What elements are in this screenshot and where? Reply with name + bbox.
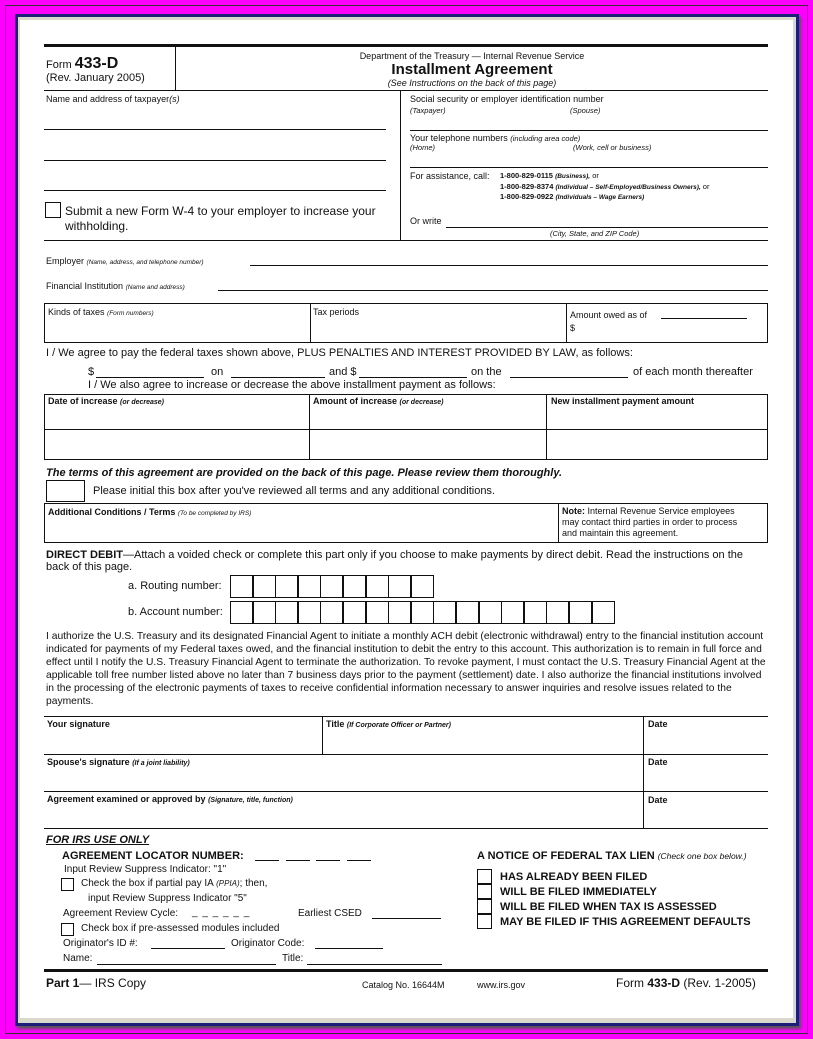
date-increase-cell[interactable] (45, 430, 309, 459)
routing-label: a. Routing number: (128, 580, 222, 592)
part-number: Part 1 (46, 976, 80, 990)
locator-blank[interactable] (316, 860, 340, 861)
agreement-statement: I / We agree to pay the federal taxes shown above, PLUS PENALTIES AND INTEREST PROVIDED BY LAW, as follows: (46, 347, 633, 359)
financial-label (46, 281, 185, 291)
address-line-1[interactable] (44, 129, 386, 130)
w4-label-2: withholding. (65, 219, 129, 233)
examined-field[interactable] (45, 805, 642, 827)
divider (400, 90, 401, 240)
phone-self-employed (500, 182, 709, 193)
employer-label (46, 256, 204, 266)
additional-conditions-label (48, 507, 251, 517)
locator-label: AGREEMENT LOCATOR NUMBER: (62, 850, 244, 862)
digit-box[interactable] (298, 601, 321, 624)
amount-owed-dollar: $ (570, 323, 576, 333)
city-note: (City, State, and ZIP Code) (550, 229, 640, 238)
amount-owed-label: Amount owed as of (570, 310, 648, 320)
label-text: Your telephone numbers (410, 133, 508, 143)
day-of-month-line[interactable] (510, 377, 628, 378)
digit-box[interactable] (546, 601, 569, 624)
new-amount-header: New installment payment amount (551, 396, 695, 406)
label-note: (To be completed by IRS) (177, 510, 252, 517)
label-note: (or decrease) (120, 399, 165, 406)
lien-option-label: MAY BE FILED IF THIS AGREEMENT DEFAULTS (500, 916, 751, 928)
form-id (46, 55, 118, 73)
label-note: (Signature, title, function) (208, 797, 293, 804)
spouse-label: (Spouse) (570, 106, 601, 115)
initial-box[interactable] (46, 480, 85, 502)
irs-title-label: Title: (282, 953, 304, 964)
lien-option-label: HAS ALREADY BEEN FILED (500, 871, 648, 883)
note-label: Note: (562, 506, 585, 516)
digit-box[interactable] (253, 601, 276, 624)
digit-box[interactable] (524, 601, 547, 624)
originator-code-label: Originator Code: (231, 938, 305, 949)
csed-line[interactable] (372, 918, 441, 919)
name-label: Name: (63, 953, 93, 964)
direct-debit-text (46, 549, 743, 561)
home-label: (Home) (410, 143, 436, 152)
label-suffix: (s) (169, 94, 180, 104)
amount-increase-header (313, 396, 444, 406)
label-then: ; then, (239, 878, 268, 889)
work-label: (Work, cell or business) (573, 143, 652, 152)
instructions-note: (See Instructions on the back of this page) (387, 78, 557, 88)
label-text: Additional Conditions / Terms (48, 507, 176, 517)
agreement-also: I / We also agree to increase or decrease the above installment payment as follows: (88, 379, 496, 391)
name-address-label (46, 94, 180, 104)
date-increase-header (48, 396, 164, 406)
financial-line[interactable] (218, 290, 768, 291)
initial-payment-line[interactable] (96, 377, 204, 378)
review-cycle-label: Agreement Review Cycle: (63, 908, 179, 919)
amount-increase-cell[interactable] (310, 430, 546, 459)
phone-line[interactable] (410, 167, 768, 168)
suppress-5-text: input Review Suppress Indicator "5" (88, 893, 247, 904)
label-text: Date of increase (48, 396, 118, 406)
phone-business (500, 171, 709, 182)
phone-label (410, 133, 580, 143)
locator-blank[interactable] (347, 860, 371, 861)
lien-checkbox[interactable] (477, 899, 492, 914)
label-note: (If a joint liability) (132, 760, 190, 767)
ach-authorization-text: I authorize the U.S. Treasury and its designated Financial Agent to initiate a monthly ACH debit (electronic withdrawal) entry to the financial institution account indicated for payments of my Federal taxes owed, and the financial institution to debit the entry to this account. This authorization is to remain in full force and effect until I notify the U.S. Treasury Financial Agent to terminate the authorization. To revoke payment, I must contact the U.S. Treasury Financial Agent at the applicable toll free number listed above no later than 7 business days prior to the payment (settlement) date. I also authorize the financial institutions involved in the processing of the electronic payments of taxes to receive confidential information necessary to answer inquiries and resolve issues related to the payments. (46, 631, 766, 707)
rule (44, 716, 768, 717)
digit-box[interactable] (456, 601, 479, 624)
phone-desc: (Individual – Self-Employed/Business Owners), (555, 183, 701, 191)
form-prefix: Form (46, 59, 72, 71)
digit-box[interactable] (253, 575, 276, 598)
note-line: and maintain this agreement. (562, 528, 679, 538)
originator-code-line[interactable] (315, 948, 383, 949)
digit-box[interactable] (343, 575, 366, 598)
w4-checkbox[interactable] (45, 202, 61, 218)
review-cycle-blanks[interactable]: _ _ _ _ _ _ (192, 907, 251, 918)
terms-notice: The terms of this agreement are provided on the back of this page. Please review them thoroughly. (46, 467, 563, 479)
digit-box[interactable] (230, 575, 253, 598)
address-line-3[interactable] (44, 190, 386, 191)
label-text: Financial Institution (46, 281, 124, 291)
form-prefix: Form (616, 976, 644, 990)
lien-option-label: WILL BE FILED WHEN TAX IS ASSESSED (500, 901, 717, 913)
digit-box[interactable] (230, 601, 253, 624)
originator-id-line[interactable] (151, 948, 225, 949)
address-line-2[interactable] (44, 160, 386, 161)
ssn-line[interactable] (410, 130, 768, 131)
label-text: Title (326, 719, 345, 729)
taxpayer-label: (Taxpayer) (410, 106, 446, 115)
kinds-of-taxes-label (48, 307, 154, 317)
digit-box[interactable] (411, 601, 434, 624)
phone-number: 1-800-829-0115 (500, 171, 553, 180)
label-text: Name and address of taxpayer (46, 94, 170, 104)
your-signature-field[interactable] (45, 730, 321, 753)
note-text: Internal Revenue Service employees (587, 506, 735, 516)
lien-checkbox[interactable] (477, 914, 492, 929)
name-line[interactable] (97, 964, 276, 965)
rule (44, 240, 768, 241)
divider (558, 503, 559, 543)
phone-desc: (Individuals – Wage Earners) (555, 194, 645, 201)
irs-use-heading: FOR IRS USE ONLY (46, 834, 150, 846)
label-note: (Name, address, and telephone number) (86, 259, 204, 266)
amount-owed-date-line[interactable] (661, 318, 747, 319)
rule (44, 828, 768, 829)
examined-label (47, 794, 293, 804)
label-note: (Name and address) (125, 284, 185, 291)
examined-date-label: Date (648, 795, 668, 805)
label-note: (Form numbers) (107, 310, 154, 317)
label-note: (PPIA) (216, 879, 240, 888)
or-text: or (592, 171, 599, 180)
irs-title-line[interactable] (307, 964, 442, 965)
csed-label: Earliest CSED (298, 908, 362, 919)
digit-box[interactable] (320, 575, 343, 598)
suppress-1-text: Input Review Suppress Indicator: "1" (64, 864, 227, 875)
phone-number: 1-800-829-8374 (500, 181, 554, 191)
label-note: (including area code) (510, 134, 581, 143)
digit-box[interactable] (388, 601, 411, 624)
label-text: Employer (46, 256, 85, 266)
your-signature-label: Your signature (47, 719, 110, 729)
divider (566, 303, 567, 343)
direct-debit-desc-2: back of this page. (46, 561, 133, 573)
assistance-phones (500, 171, 709, 203)
lien-checkbox[interactable] (477, 869, 492, 884)
note-line: may contact third parties in order to process (562, 517, 738, 527)
dollar-sign: $ (88, 366, 95, 378)
digit-box[interactable] (501, 601, 524, 624)
digit-box[interactable] (298, 575, 321, 598)
direct-debit-title: DIRECT DEBIT (46, 549, 123, 561)
digit-box[interactable] (320, 601, 343, 624)
website[interactable]: www.irs.gov (477, 980, 526, 990)
spouse-signature-label (47, 757, 190, 767)
initial-date-line[interactable] (231, 377, 325, 378)
employer-line[interactable] (250, 265, 768, 266)
form-revision: (Rev. 1-2005) (683, 976, 756, 990)
locator-blank[interactable] (255, 860, 279, 861)
digit-box[interactable] (479, 601, 502, 624)
or-write-label: Or write (410, 216, 442, 226)
top-rule (44, 44, 768, 47)
monthly-payment-line[interactable] (359, 377, 467, 378)
catalog-number: Catalog No. 16644M (362, 980, 445, 990)
note-line (562, 506, 737, 517)
phone-desc: (Business), (555, 173, 591, 180)
title-label (326, 719, 451, 729)
part-label (46, 976, 146, 990)
new-amount-cell[interactable] (547, 430, 767, 459)
w4-label: Submit a new Form W-4 to your employer to increase your (65, 204, 376, 218)
department: Department of the Treasury — Internal Revenue Service (359, 51, 585, 61)
direct-debit-desc: —Attach a voided check or complete this part only if you choose to make payments by direct debit. Read the instructions on the (123, 549, 743, 561)
digit-box[interactable] (275, 575, 298, 598)
digit-box[interactable] (343, 601, 366, 624)
date-label: Date (648, 719, 668, 729)
thereafter-text: of each month thereafter (633, 366, 753, 378)
originator-id-label: Originator's ID #: (63, 938, 138, 949)
ssn-label: Social security or employer identification number (410, 94, 604, 104)
label-text: Amount of increase (313, 396, 398, 406)
locator-blank[interactable] (286, 860, 310, 861)
third-party-note (562, 506, 737, 539)
label-text: Spouse's signature (47, 757, 130, 767)
account-label: b. Account number: (128, 606, 223, 618)
label-text: Kinds of taxes (48, 307, 105, 317)
or-text: or (702, 181, 710, 191)
spouse-date-field[interactable] (644, 768, 768, 790)
form-number: 433-D (647, 976, 681, 990)
label-text: Agreement examined or approved by (47, 794, 206, 804)
lien-heading (477, 850, 747, 862)
digit-box[interactable] (411, 575, 434, 598)
and-text: and $ (329, 366, 357, 378)
ppia-label (81, 878, 267, 889)
digit-box[interactable] (366, 575, 389, 598)
label-note: (or decrease) (399, 399, 444, 406)
phone-number: 1-800-829-0922 (500, 192, 554, 201)
ppia-checkbox[interactable] (61, 878, 74, 891)
label-note: (If Corporate Officer or Partner) (346, 722, 451, 729)
rule (44, 754, 768, 755)
digit-box[interactable] (275, 601, 298, 624)
on-text: on (211, 366, 224, 378)
lien-option-label: WILL BE FILED IMMEDIATELY (500, 886, 657, 898)
digit-box[interactable] (388, 575, 411, 598)
label-text: Check the box if partial pay IA (81, 878, 214, 889)
divider (310, 303, 311, 343)
label-text: A NOTICE OF FEDERAL TAX LIEN (477, 850, 655, 862)
title-field[interactable] (323, 730, 642, 753)
bottom-rule (44, 969, 768, 972)
tax-periods-label: Tax periods (313, 307, 360, 317)
digit-box[interactable] (433, 601, 456, 624)
date-field[interactable] (644, 730, 768, 753)
footer-form-id (616, 976, 756, 990)
initial-instruction: Please initial this box after you've reviewed all terms and any additional conditions. (93, 485, 495, 497)
label-note: (Check one box below.) (657, 851, 747, 861)
spouse-signature-field[interactable] (45, 768, 642, 790)
assistance-label: For assistance, call: (410, 171, 490, 181)
form-revision: (Rev. January 2005) (46, 72, 145, 84)
form-number: 433-D (74, 55, 119, 72)
digit-box[interactable] (366, 601, 389, 624)
or-write-line[interactable] (446, 227, 768, 228)
digit-box[interactable] (592, 601, 615, 624)
on-the-text: on the (471, 366, 502, 378)
lien-checkbox[interactable] (477, 884, 492, 899)
page-title: Installment Agreement (391, 61, 553, 78)
preassessed-checkbox[interactable] (61, 923, 74, 936)
copy-label: — IRS Copy (79, 976, 147, 990)
phone-wage-earners (500, 192, 709, 203)
rule (44, 90, 768, 91)
rule (44, 791, 768, 792)
digit-box[interactable] (569, 601, 592, 624)
spouse-date-label: Date (648, 757, 668, 767)
preassessed-label: Check box if pre-assessed modules included (81, 923, 280, 934)
